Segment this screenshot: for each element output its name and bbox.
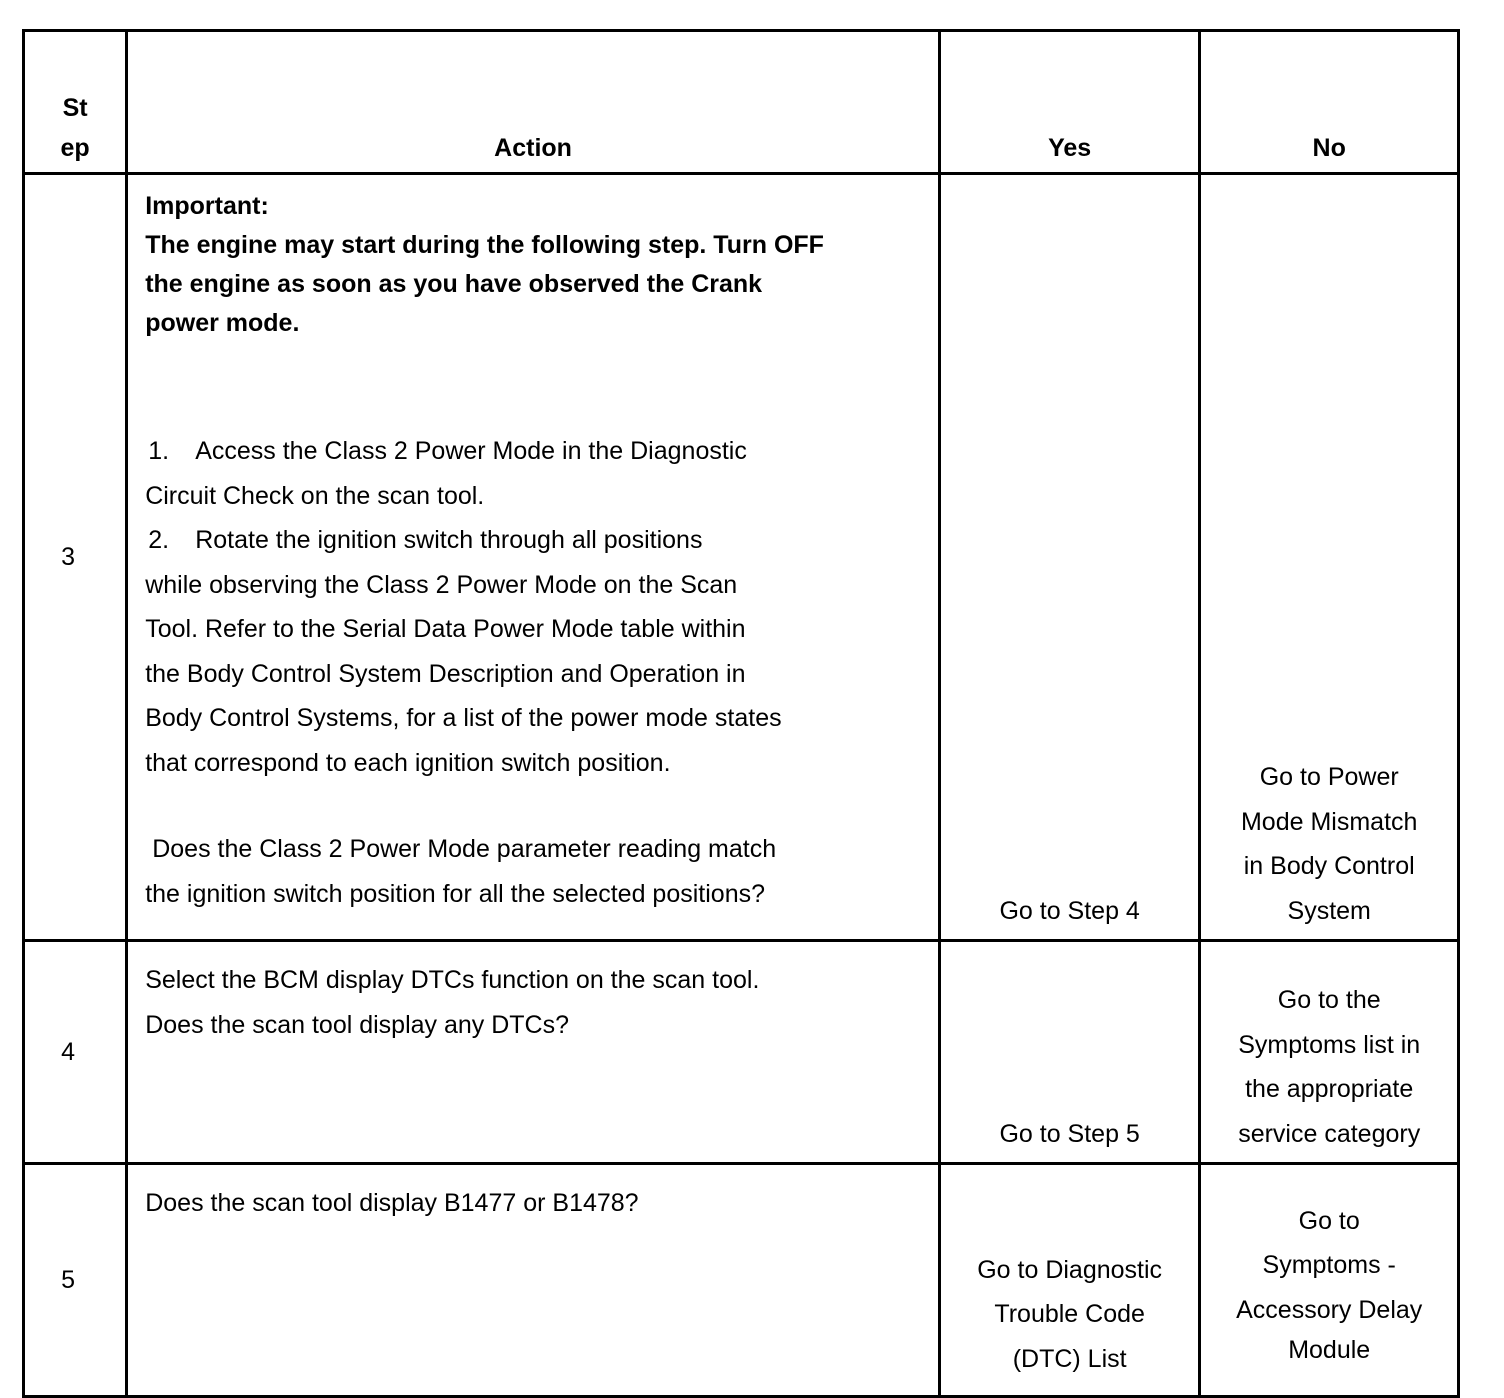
action-cell: Does the scan tool display B1477 or B1478? (127, 1164, 940, 1397)
table-row-step-4 (24, 941, 1459, 1164)
no-cell: Go to the Symptoms list in the appropriate service category (1200, 941, 1459, 1164)
step-item-2: 2. Rotate the ignition switch through all positions while observing the Class 2 Power Mode on the Scan Tool. Refer to the Serial Data Power Mode table within the Body Control System Description and Operation in Body Control Systems, for a list of the power mode states that correspond to each ignition switch position. (145, 526, 782, 777)
step-number: 3 (24, 174, 127, 941)
header-step: St ep (24, 31, 127, 174)
table-row-step-5 (24, 1164, 1459, 1397)
no-cell: Go to Power Mode Mismatch in Body Control System (1200, 174, 1459, 941)
diagnostic-table (22, 29, 1460, 1398)
question-text: Does the Class 2 Power Mode parameter reading match the ignition switch position for all the selected positions? (145, 835, 777, 908)
table-row-step-3 (24, 174, 1459, 941)
action-cell (127, 174, 940, 941)
yes-link: Go to Step 4 (999, 896, 1140, 925)
step-number: 4 (24, 941, 127, 1164)
no-cell: Go to Symptoms - Accessory Delay Module (1200, 1164, 1459, 1397)
header-yes: Yes (939, 31, 1200, 174)
header-row (24, 31, 1459, 174)
yes-cell (939, 174, 1200, 941)
header-action: Action (127, 31, 940, 174)
action-cell: Select the BCM display DTCs function on the scan tool. Does the scan tool display any DTCs? (127, 941, 940, 1164)
yes-cell: Go to Step 5 (939, 941, 1200, 1164)
step-number: 5 (24, 1164, 127, 1397)
important-label: Important: (145, 192, 269, 220)
important-note: Important: The engine may start during the following step. Turn OFF the engine as soon as you have observed the Crank power mode. (145, 187, 938, 343)
header-no: No (1200, 31, 1459, 174)
yes-cell: Go to Diagnostic Trouble Code (DTC) List (939, 1164, 1200, 1397)
step-item-1: 1. Access the Class 2 Power Mode in the Diagnostic Circuit Check on the scan tool. (145, 437, 747, 510)
